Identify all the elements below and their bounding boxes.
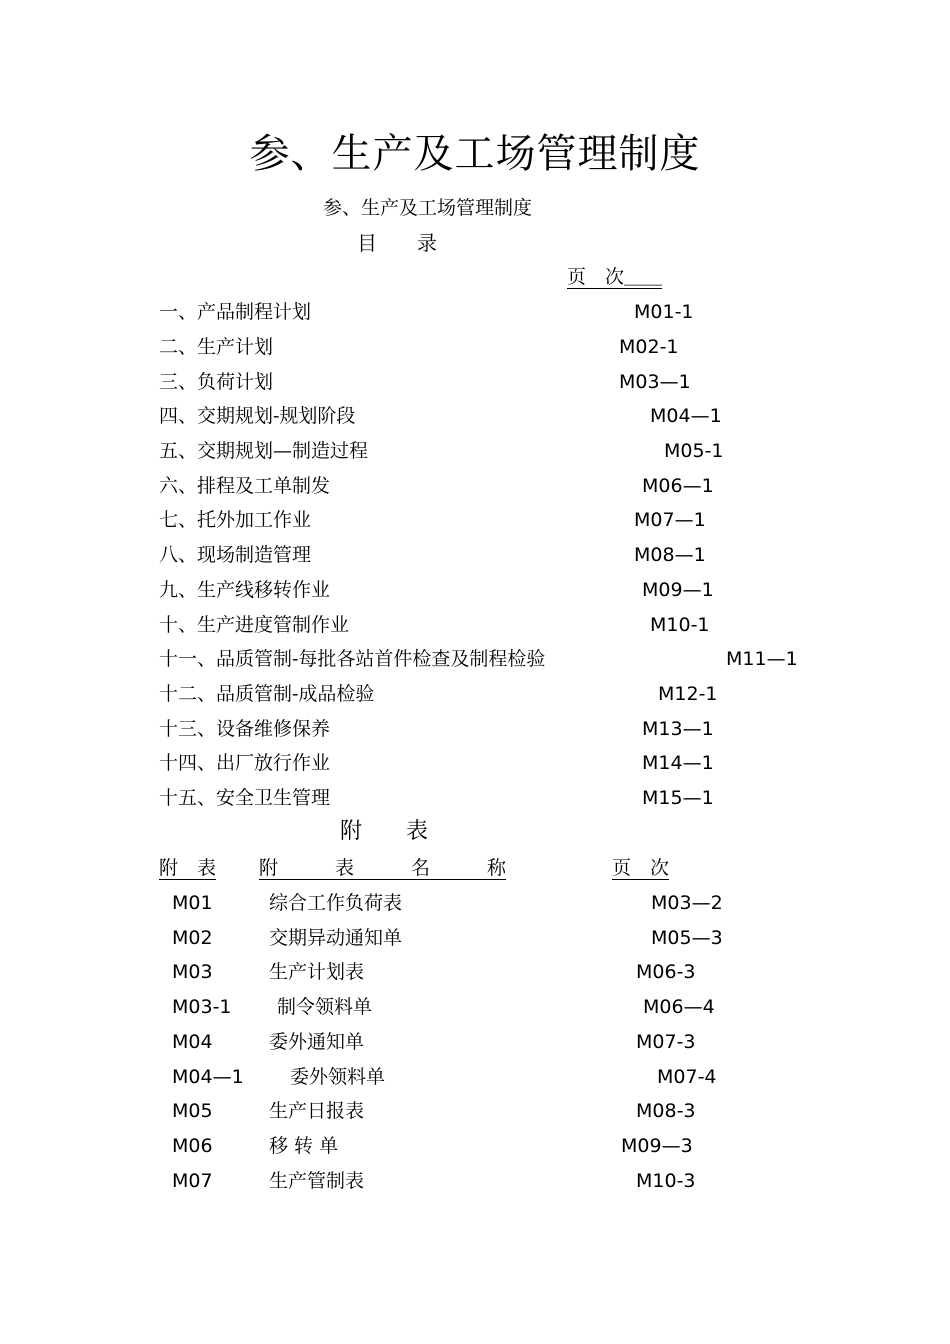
appendix-row-page: M10-3 (636, 1170, 696, 1192)
toc-entry-label: 五、交期规划—制造过程 (159, 440, 369, 462)
toc-entry-label: 六、排程及工单制发 (159, 475, 331, 497)
toc-entry-page: M11—1 (726, 648, 798, 670)
toc-entry-page: M09—1 (642, 579, 714, 601)
appendix-row-page: M06—4 (643, 996, 715, 1018)
toc-entry-label: 一、产品制程计划 (159, 301, 312, 323)
appendix-row-name: 综合工作负荷表 (269, 892, 403, 914)
toc-entry-page: M02-1 (619, 336, 679, 358)
toc-entry-page: M05-1 (664, 440, 724, 462)
toc-entry-page: M06—1 (642, 475, 714, 497)
toc-entry-label: 十四、出厂放行作业 (159, 752, 331, 774)
appendix-row-page: M05—3 (651, 927, 723, 949)
appendix-header-page: 页 次 (612, 857, 670, 879)
appendix-row-page: M08-3 (636, 1100, 696, 1122)
appendix-header-code: 附 表 (159, 857, 217, 879)
appendix-row-page: M06-3 (636, 961, 696, 983)
toc-entry-page: M07—1 (634, 509, 706, 531)
appendix-row-code: M01 (172, 892, 213, 914)
appendix-row-code: M04—1 (172, 1066, 244, 1088)
appendix-row-code: M02 (172, 927, 213, 949)
toc-entry-page: M10-1 (650, 614, 710, 636)
appendix-row-name: 委外通知单 (269, 1031, 365, 1053)
toc-heading: 目 录 (357, 231, 437, 255)
document-subtitle: 参、生产及工场管理制度 (323, 197, 533, 219)
toc-entry-label: 十三、设备维修保养 (159, 718, 331, 740)
toc-entry-label: 四、交期规划-规划阶段 (159, 405, 356, 427)
appendix-row-name: 生产日报表 (269, 1100, 365, 1122)
toc-entry-label: 十、生产进度管制作业 (159, 614, 350, 636)
toc-entry-page: M14—1 (642, 752, 714, 774)
toc-entry-label: 十五、安全卫生管理 (159, 787, 331, 809)
toc-entry-page: M01-1 (634, 301, 694, 323)
appendix-row-name: 生产计划表 (269, 961, 365, 983)
page-column-heading: 页 次＿＿ (567, 266, 663, 288)
appendix-header-name: 附 表 名 称 (259, 857, 507, 879)
toc-entry-page: M08—1 (634, 544, 706, 566)
toc-entry-label: 九、生产线移转作业 (159, 579, 331, 601)
appendix-row-page: M07-4 (657, 1066, 717, 1088)
appendix-heading: 附 表 (340, 819, 429, 844)
appendix-row-name: 委外领料单 (290, 1066, 386, 1088)
toc-entry-label: 十二、品质管制-成品检验 (159, 683, 375, 705)
appendix-row-code: M03-1 (172, 996, 232, 1018)
toc-entry-page: M12-1 (658, 683, 718, 705)
toc-entry-page: M04—1 (650, 405, 722, 427)
toc-entry-label: 二、生产计划 (159, 336, 274, 358)
appendix-row-code: M06 (172, 1135, 213, 1157)
appendix-row-code: M05 (172, 1100, 213, 1122)
toc-entry-label: 三、负荷计划 (159, 371, 274, 393)
appendix-row-name: 制令领料单 (277, 996, 373, 1018)
appendix-row-code: M04 (172, 1031, 213, 1053)
toc-entry-page: M13—1 (642, 718, 714, 740)
appendix-row-code: M03 (172, 961, 213, 983)
toc-entry-page: M03—1 (619, 371, 691, 393)
document-title: 参、生产及工场管理制度 (249, 131, 701, 177)
appendix-row-code: M07 (172, 1170, 213, 1192)
appendix-row-page: M03—2 (651, 892, 723, 914)
appendix-row-name: 生产管制表 (269, 1170, 365, 1192)
appendix-row-page: M07-3 (636, 1031, 696, 1053)
toc-entry-page: M15—1 (642, 787, 714, 809)
toc-entry-label: 七、托外加工作业 (159, 509, 312, 531)
appendix-row-name: 交期异动通知单 (269, 927, 403, 949)
appendix-row-page: M09—3 (621, 1135, 693, 1157)
appendix-row-name: 移 转 单 (269, 1135, 339, 1157)
toc-entry-label: 十一、品质管制-每批各站首件检查及制程检验 (159, 648, 546, 670)
toc-entry-label: 八、现场制造管理 (159, 544, 312, 566)
